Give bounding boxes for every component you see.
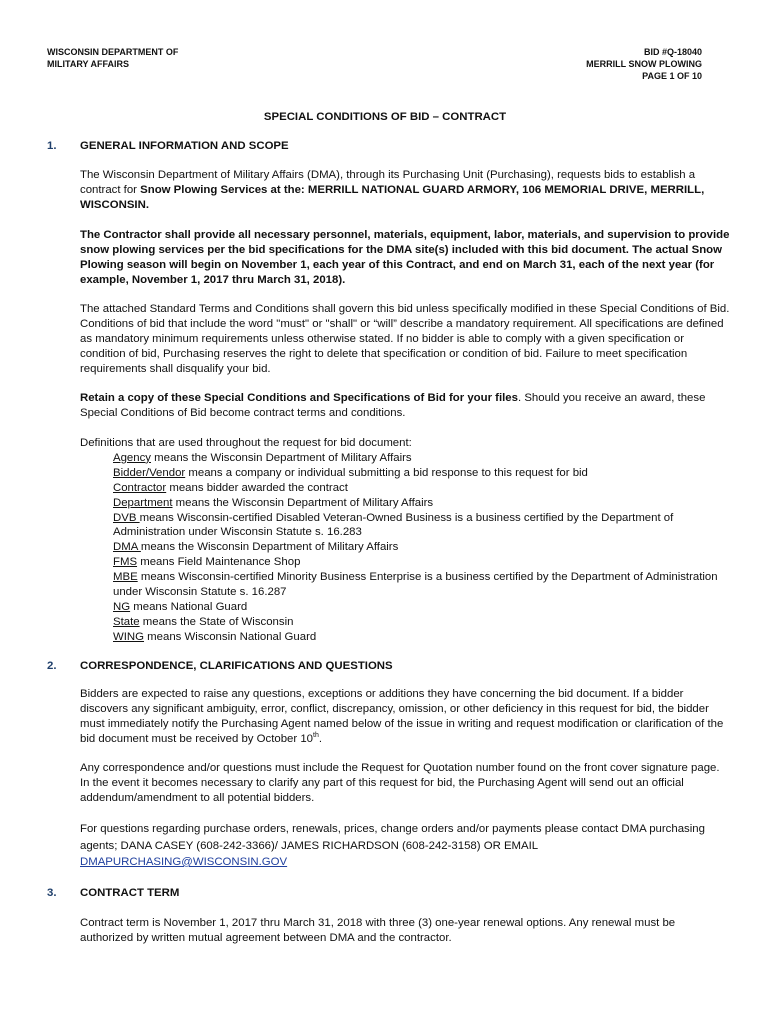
definition-text: means Wisconsin National Guard: [144, 630, 317, 643]
definition-item: [80, 451, 730, 466]
contract-term-paragraph: Contract term is November 1, 2017 thru March 31, 2018 with three (3) one-year renewal options. Any renewal must be authorized by written mutual agreement between DMA and the contractor.: [80, 917, 676, 944]
definition-text: means Wisconsin-certified Minority Business Enterprise is a business certified by the Department of Administration under Wisconsin Statute s. 16.287: [113, 571, 718, 599]
definition-text: means the State of Wisconsin: [139, 615, 294, 628]
contact-text: For questions regarding purchase orders, renewals, prices, change orders and/or payments please contact DMA purchasing agents; DANA CASEY (608-242-3366)/ JAMES RICHARDSON (608-242-3158) OR EMAIL: [80, 823, 705, 852]
definition-text: means the Wisconsin Department of Military Affairs: [172, 496, 434, 509]
definition-term: FMS: [113, 556, 138, 569]
questions-superscript: th: [313, 731, 319, 739]
definition-term: DMA: [113, 541, 141, 554]
definition-term: MBE: [113, 571, 138, 584]
definition-item: [80, 630, 730, 645]
questions-paragraph: [80, 687, 730, 747]
questions-text: Bidders are expected to raise any questions, exceptions or additions they have concerning the bid document. If a bidder discovers any significant ambiguity, error, conflict, discrepancy, omission, or other deficiency in this request for bid, the bidder must immediately notify the Purchasing Agent named below of the issue in writing and request modification or clarification of the bid document must be received by October 10: [80, 688, 724, 745]
definitions-list: [80, 436, 730, 645]
definition-term: NG: [113, 600, 131, 613]
definition-text: means the Wisconsin Department of Military Affairs: [151, 451, 412, 464]
section-3-title: CONTRACT TERM: [80, 887, 180, 899]
scope-paragraph: [80, 168, 730, 213]
contractor-paragraph: The Contractor shall provide all necessary personnel, materials, equipment, labor, materials, and supervision to provide snow plowing services per the bid specifications for the DMA site(s) included with this bid document. The actual Snow Plowing season will begin on November 1, each year of this Contract, and end on March 31, each of the next year (for example, November 1, 2017 thru March 31, 2018).: [80, 229, 730, 286]
terms-paragraph: The attached Standard Terms and Conditions shall govern this bid unless specifically modified in these Special Conditions of Bid. Conditions of bid that include the word "must" or "shall" or “will” describe a mandatory requirement. All specifications are defined as mandatory minimum requirements unless otherwise stated. If no bidder is able to comply with a given specification or condition of bid, Purchasing reserves the right to delete that specification or condition of bid. Failure to meet specification requirements shall disqualify your bid.: [80, 303, 730, 375]
retain-copy-paragraph: [80, 391, 730, 421]
header-bid-number: BID #Q-18040: [643, 47, 702, 57]
scope-text: The Wisconsin Department of Military Affairs (DMA), through its Purchasing Unit (Purchasing), requests bids to establish a contract for: [80, 169, 696, 196]
section-2-number: 2.: [47, 660, 57, 672]
section-2-heading: [47, 660, 393, 672]
definition-term: State: [113, 615, 140, 628]
definition-item: [80, 540, 730, 555]
definition-item: [80, 555, 730, 570]
retain-copy-text: . Should you receive an award, these Special Conditions of Bid become contract terms and conditions.: [80, 392, 706, 419]
header-page-number: PAGE 1 OF 10: [642, 71, 702, 81]
definition-text: means bidder awarded the contract: [166, 481, 348, 494]
section-3-number: 3.: [47, 887, 57, 899]
definition-item: [80, 466, 730, 481]
definition-term: Bidder/Vendor: [113, 466, 186, 479]
header-agency-line2: MILITARY AFFAIRS: [47, 59, 129, 69]
definition-text: means a company or individual submitting a bid response to this request for bid: [185, 466, 588, 479]
definition-text: means National Guard: [130, 600, 248, 613]
definition-term: Agency: [113, 451, 151, 464]
document-title: SPECIAL CONDITIONS OF BID – CONTRACT: [263, 111, 507, 123]
purchasing-email-link[interactable]: DMAPURCHASING@WISCONSIN.GOV: [80, 856, 288, 868]
section-1-number: 1.: [47, 140, 57, 152]
section-2-title: CORRESPONDENCE, CLARIFICATIONS AND QUESTIONS: [80, 660, 393, 672]
definition-item: [80, 511, 730, 541]
header-agency: [47, 46, 178, 70]
definition-text: means Field Maintenance Shop: [137, 556, 301, 569]
definition-item: [80, 600, 730, 615]
questions-end: .: [318, 732, 323, 745]
definitions-intro: Definitions that are used throughout the request for bid document:: [80, 437, 412, 449]
definition-term: WING: [113, 630, 145, 643]
section-1-title: GENERAL INFORMATION AND SCOPE: [80, 140, 289, 152]
scope-location: Snow Plowing Services at the: MERRILL NATIONAL GUARD ARMORY, 106 MEMORIAL DRIVE, MERRILL, WISCONSIN.: [80, 183, 705, 211]
definition-term: Contractor: [113, 481, 167, 494]
header-bid-name: MERRILL SNOW PLOWING: [586, 59, 702, 69]
definition-term: Department: [113, 496, 173, 509]
header-bid-info: [586, 46, 702, 82]
definition-text: means the Wisconsin Department of Military Affairs: [140, 541, 399, 554]
retain-copy-bold: Retain a copy of these Special Conditions and Specifications of Bid for your files: [80, 392, 518, 404]
correspondence-paragraph: Any correspondence and/or questions must include the Request for Quotation number found on the front cover signature page. In the event it becomes necessary to clarify any part of this request for bid, the Purchasing Agent will send out an official addendum/amendment to all potential bidders.: [80, 762, 720, 804]
definition-term: DVB: [113, 511, 140, 524]
definition-text: means Wisconsin-certified Disabled Veteran-Owned Business is a business certified by the Department of Administration under Wisconsin Statute s. 16.283: [113, 511, 674, 539]
definition-item: [80, 481, 730, 496]
definition-item: [80, 570, 730, 600]
header-agency-line1: WISCONSIN DEPARTMENT OF: [47, 47, 179, 57]
section-1-heading: [47, 140, 289, 152]
definition-item: [80, 496, 730, 511]
definition-item: [80, 615, 730, 630]
section-3-heading: [47, 887, 179, 899]
contact-paragraph: [80, 821, 730, 871]
